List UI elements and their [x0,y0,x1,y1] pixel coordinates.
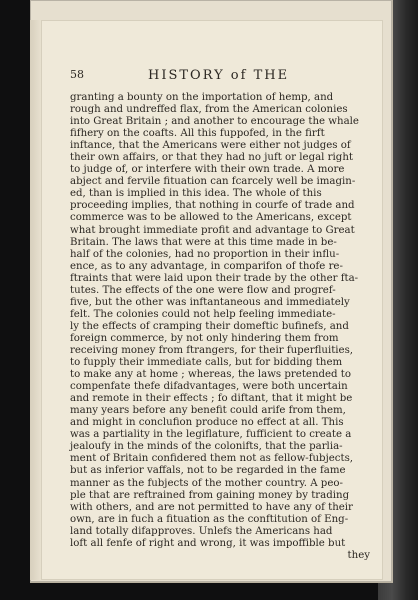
page-header [70,68,370,86]
text-line: Britain. The laws that were at this time made in be- [70,236,337,248]
text-line: foreign commerce, by not only hindering them from [70,332,339,344]
text-line: to judge of, or interfere with their own trade. A more [70,164,345,176]
running-head: HISTORY of THE [148,68,290,83]
text-line: into Great Britain ; and another to encourage the whale [70,116,359,128]
text-line: commerce was to be allowed to the Americans, except [70,212,352,224]
text-line: their own affairs, or that they had no juft or legal right [70,152,353,164]
text-line: ple that are reftrained from gaining money by trading [70,489,350,501]
text-line: ed, than is implied in this idea. The whole of this [70,188,322,200]
text-line: with others, and are not permitted to have any of their [70,501,353,513]
text-line: five, but the other was inftantaneous and immediately [70,296,350,308]
text-line: abject and fervile fituation can fcarcely well be imagin- [70,176,356,188]
text-line: jealoufy in the minds of the colonifts, that the parlia- [70,441,343,453]
text-line: tutes. The effects of the one were flow and progref- [70,284,336,296]
text-line: but as inferior vaffals, not to be regarded in the fame [70,465,346,477]
text-line: granting a bounty on the importation of hemp, and [70,92,334,103]
text-line: loft all fenfe of right and wrong, it was impoffible but [70,537,346,549]
text-line: what brought immediate profit and advantage to Great [70,224,355,236]
text-line: and remote in their effects ; fo diftant, that it might be [70,393,353,405]
text-line: ly the effects of cramping their domeftic bufinefs, and [70,320,349,332]
text-line: own, are in fuch a fituation as the conftitution of Eng- [70,513,349,525]
text-line: inftance, that the Americans were either not judges of [70,140,351,152]
text-line: compenfate thefe difadvantages, were both uncertain [70,381,348,393]
text-line: many years before any benefit could arife from them, [70,405,346,417]
text-line: ence, as to any advantage, in comparifon of thofe re- [70,260,343,272]
text-line: ment of Britain confidered them not as fellow-fubjects, [70,453,354,465]
text-line: to make any at home ; whereas, the laws pretended to [70,369,352,381]
text-line: felt. The colonies could not help feeling immediate- [70,308,336,320]
text-line: receiving money from ftrangers, for their fuperfluities, [70,344,354,356]
text-line: was a partiality in the legiflature, fufficient to create a [70,429,352,441]
text-line: ftraints that were laid upon their trade by the other fta- [70,272,359,284]
text-line: fifhery on the coafts. All this fuppofed, in the firft [70,128,325,140]
text-line: to fupply their immediate calls, but for bidding them [70,357,343,369]
text-line: and might in conclufion produce no effect at all. This [70,417,344,429]
catchword: they [347,549,370,561]
body-text [70,92,370,562]
text-line: half of the colonies, had no proportion in their influ- [70,248,340,260]
text-line: manner as the fubjects of the mother country. A peo- [70,477,343,489]
text-line: land totally difapproves. Unlefs the Americans had [70,525,333,537]
page-content [70,68,370,562]
text-line: rough and undreffed flax, from the American colonies [70,104,348,116]
page-number: 58 [70,68,84,81]
text-line: proceeding implies, that nothing in courfe of trade and [70,200,355,212]
